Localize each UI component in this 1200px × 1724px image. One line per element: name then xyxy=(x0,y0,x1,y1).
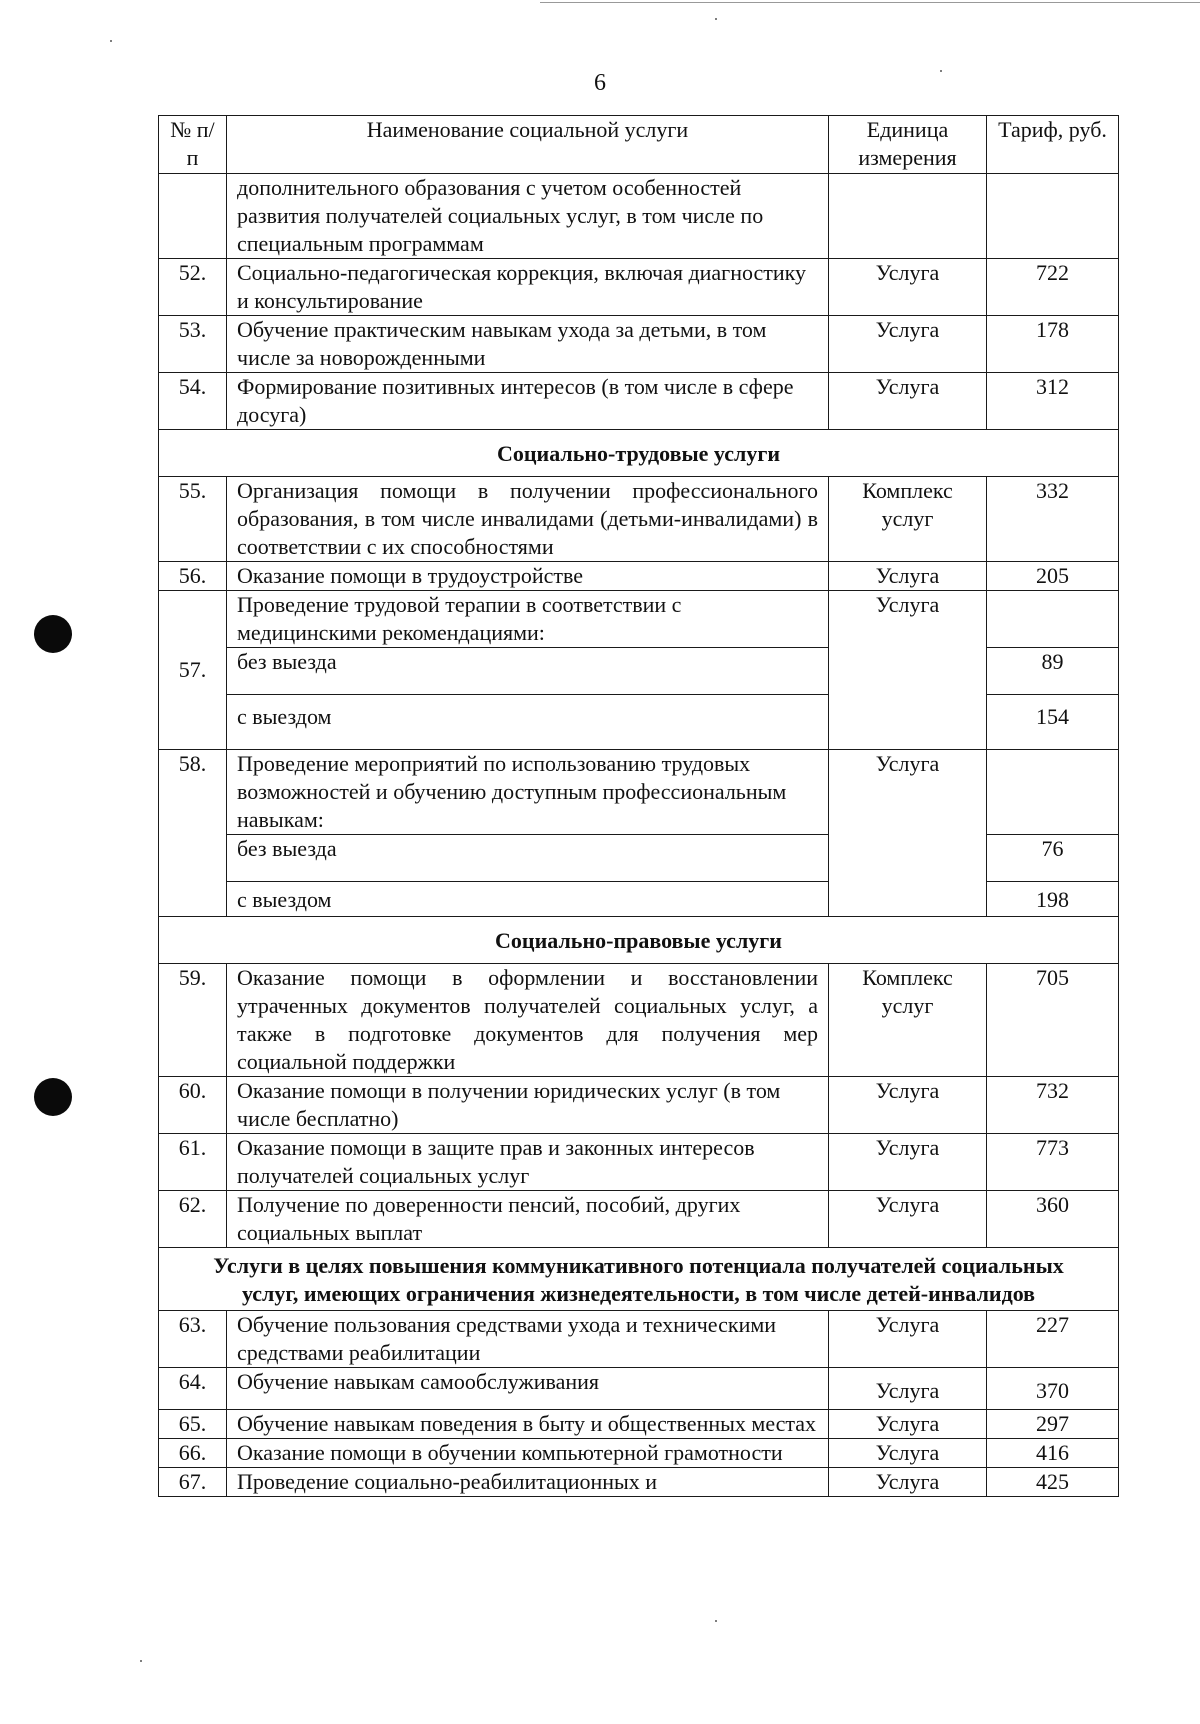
row-name: Оказание помощи в защите прав и законных интересов получателей социальных услуг xyxy=(227,1134,829,1191)
row-name: Социально-педагогическая коррекция, включая диагностику и консультирование xyxy=(227,259,829,316)
row-tariff: 360 xyxy=(987,1191,1119,1248)
column-header-num: № п/п xyxy=(159,116,227,174)
row-num: 65. xyxy=(159,1410,227,1439)
scan-speck xyxy=(110,40,112,42)
table-row xyxy=(159,1410,1119,1439)
column-header-unit: Единица измерения xyxy=(829,116,987,174)
page-number: 6 xyxy=(594,70,606,96)
section-title: Социально-правовые услуги xyxy=(159,917,1119,964)
row-name: Проведение трудовой терапии в соответствии с медицинскими рекомендациями: xyxy=(227,591,829,648)
section-title: Социально-трудовые услуги xyxy=(159,430,1119,477)
row-unit: Услуга xyxy=(829,591,987,750)
binder-hole xyxy=(34,1078,72,1116)
row-tariff xyxy=(987,174,1119,259)
row-tariff: 722 xyxy=(987,259,1119,316)
table-header-row xyxy=(159,116,1119,174)
row-num: 62. xyxy=(159,1191,227,1248)
subrow-tariff: 76 xyxy=(987,835,1119,882)
tariff-table xyxy=(158,115,1119,1497)
row-name: Оказание помощи в трудоустройстве xyxy=(227,562,829,591)
row-num: 66. xyxy=(159,1439,227,1468)
table-row xyxy=(159,174,1119,259)
row-tariff: 705 xyxy=(987,964,1119,1077)
row-num: 61. xyxy=(159,1134,227,1191)
row-name: Обучение навыкам поведения в быту и общественных местах xyxy=(227,1410,829,1439)
row-unit xyxy=(829,174,987,259)
row-tariff: 732 xyxy=(987,1077,1119,1134)
table-row xyxy=(159,1439,1119,1468)
row-unit: Услуга xyxy=(829,1077,987,1134)
subrow-name: с выездом xyxy=(227,882,829,917)
row-unit: Услуга xyxy=(829,1134,987,1191)
row-unit: Услуга xyxy=(829,259,987,316)
row-tariff: 178 xyxy=(987,316,1119,373)
table-row xyxy=(159,1311,1119,1368)
row-name: Обучение практическим навыкам ухода за детьми, в том числе за новорожденными xyxy=(227,316,829,373)
row-unit: Услуга xyxy=(829,1311,987,1368)
table-row xyxy=(159,964,1119,1077)
binder-hole xyxy=(34,615,72,653)
row-num: 52. xyxy=(159,259,227,316)
row-name: Обучение пользования средствами ухода и техническими средствами реабилитации xyxy=(227,1311,829,1368)
table-row xyxy=(159,591,1119,648)
table-row xyxy=(159,1191,1119,1248)
section-header-row xyxy=(159,917,1119,964)
section-title: Услуги в целях повышения коммуникативного потенциала получателей социальных услуг, имеющих ограничения жизнедеятельности, в том числе детей-инвалидов xyxy=(159,1248,1119,1311)
scan-speck xyxy=(715,18,717,20)
scan-top-rule xyxy=(540,2,1200,3)
section-header-row xyxy=(159,1248,1119,1311)
scan-speck xyxy=(715,1620,717,1622)
row-tariff: 425 xyxy=(987,1468,1119,1497)
subrow-name: с выездом xyxy=(227,695,829,750)
row-tariff: 312 xyxy=(987,373,1119,430)
row-num xyxy=(159,174,227,259)
row-num: 63. xyxy=(159,1311,227,1368)
row-unit: Услуга xyxy=(829,1439,987,1468)
subrow-name: без выезда xyxy=(227,835,829,882)
row-unit: Услуга xyxy=(829,1468,987,1497)
row-name: Оказание помощи в оформлении и восстановлении утраченных документов получателей социальных услуг, а также в подготовке документов для получения мер социальной поддержки xyxy=(227,964,829,1077)
row-unit: Услуга xyxy=(829,1368,987,1410)
row-unit: Услуга xyxy=(829,750,987,917)
row-tariff xyxy=(987,591,1119,648)
row-num: 55. xyxy=(159,477,227,562)
row-tariff: 773 xyxy=(987,1134,1119,1191)
row-name: дополнительного образования с учетом особенностей развития получателей социальных услуг, в том числе по специальным программам xyxy=(227,174,829,259)
row-num: 53. xyxy=(159,316,227,373)
subrow-tariff: 198 xyxy=(987,882,1119,917)
column-header-name: Наименование социальной услуги xyxy=(227,116,829,174)
row-tariff: 297 xyxy=(987,1410,1119,1439)
table-row xyxy=(159,1368,1119,1410)
row-name: Оказание помощи в получении юридических услуг (в том числе бесплатно) xyxy=(227,1077,829,1134)
row-unit: Услуга xyxy=(829,562,987,591)
row-unit: Услуга xyxy=(829,1191,987,1248)
table-row xyxy=(159,1468,1119,1497)
row-name: Формирование позитивных интересов (в том числе в сфере досуга) xyxy=(227,373,829,430)
row-num: 59. xyxy=(159,964,227,1077)
row-unit: Услуга xyxy=(829,373,987,430)
table-row xyxy=(159,259,1119,316)
table-row xyxy=(159,750,1119,835)
column-header-tariff: Тариф, руб. xyxy=(987,116,1119,174)
row-num: 54. xyxy=(159,373,227,430)
table-row xyxy=(159,477,1119,562)
row-tariff: 332 xyxy=(987,477,1119,562)
subrow-name: без выезда xyxy=(227,648,829,695)
row-name: Проведение социально-реабилитационных и xyxy=(227,1468,829,1497)
row-num: 60. xyxy=(159,1077,227,1134)
table-row xyxy=(159,316,1119,373)
subrow-tariff: 154 xyxy=(987,695,1119,750)
row-tariff: 205 xyxy=(987,562,1119,591)
row-num: 57. xyxy=(159,591,227,750)
table-row xyxy=(159,373,1119,430)
row-num: 58. xyxy=(159,750,227,917)
row-tariff: 370 xyxy=(987,1368,1119,1410)
row-unit: Комплекс услуг xyxy=(829,477,987,562)
row-unit: Комплекс услуг xyxy=(829,964,987,1077)
row-tariff: 227 xyxy=(987,1311,1119,1368)
row-num: 56. xyxy=(159,562,227,591)
row-num: 67. xyxy=(159,1468,227,1497)
row-unit: Услуга xyxy=(829,316,987,373)
row-name: Обучение навыкам самообслуживания xyxy=(227,1368,829,1410)
scan-speck xyxy=(140,1660,142,1662)
row-tariff: 416 xyxy=(987,1439,1119,1468)
row-name: Оказание помощи в обучении компьютерной грамотности xyxy=(227,1439,829,1468)
table-row xyxy=(159,1134,1119,1191)
row-name: Проведение мероприятий по использованию трудовых возможностей и обучению доступным профессиональным навыкам: xyxy=(227,750,829,835)
row-unit: Услуга xyxy=(829,1410,987,1439)
row-name: Получение по доверенности пенсий, пособий, других социальных выплат xyxy=(227,1191,829,1248)
row-name: Организация помощи в получении профессионального образования, в том числе инвалидами (детьми-инвалидами) в соответствии с их способностями xyxy=(227,477,829,562)
row-num: 64. xyxy=(159,1368,227,1410)
table-row xyxy=(159,1077,1119,1134)
table-row xyxy=(159,562,1119,591)
row-tariff xyxy=(987,750,1119,835)
subrow-tariff: 89 xyxy=(987,648,1119,695)
section-header-row xyxy=(159,430,1119,477)
